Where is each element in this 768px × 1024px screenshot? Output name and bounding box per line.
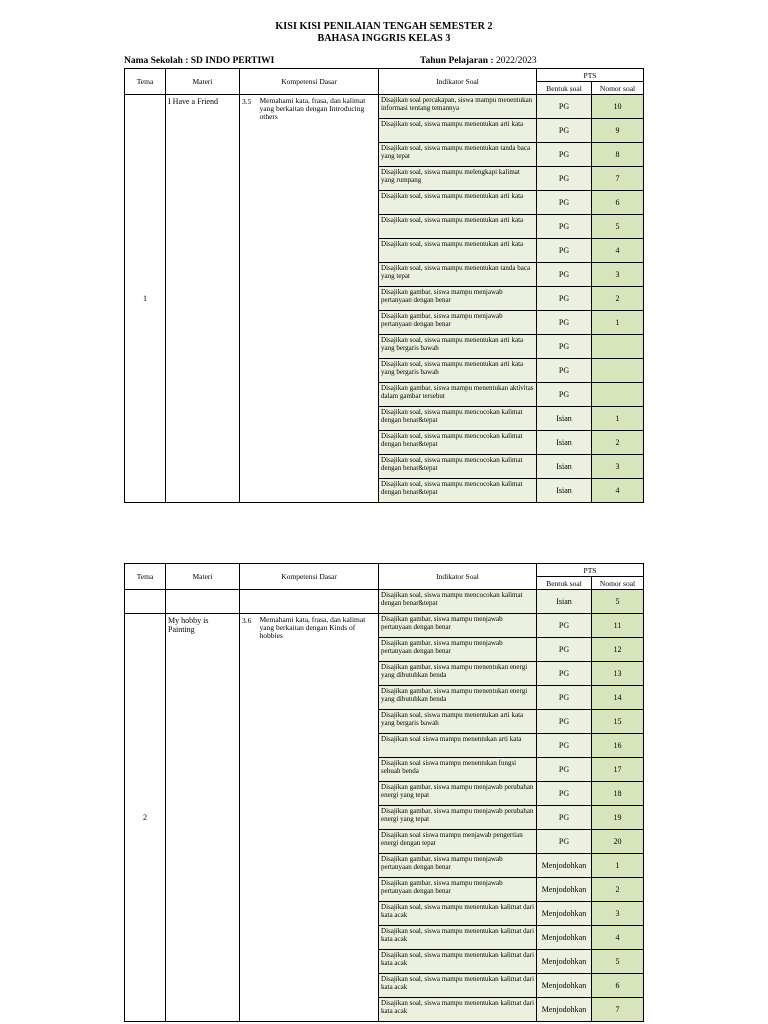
bentuk-cell: PG (537, 614, 592, 638)
kd-text-cell (258, 590, 379, 614)
header-indikator: Indikator Soal (379, 564, 537, 590)
nomor-cell: 8 (592, 143, 644, 167)
nomor-cell: 20 (592, 830, 644, 854)
header-nomor: Nomor soal (592, 82, 644, 95)
indikator-cell: Disajikan gambar, siswa mampu menentukan energi yang dibutuhkan benda (379, 662, 537, 686)
bentuk-cell: Menjodohkan (537, 926, 592, 950)
header-tema: Tema (125, 69, 166, 95)
nomor-cell: 12 (592, 638, 644, 662)
nomor-cell: 5 (592, 590, 644, 614)
indikator-cell: Disajikan soal, siswa mampu menentukan arti kata (379, 119, 537, 143)
nomor-cell: 5 (592, 215, 644, 239)
nomor-cell: 4 (592, 479, 644, 503)
indikator-cell: Disajikan soal, siswa mampu mencocokan kalimat dengan benar&tepat (379, 479, 537, 503)
bentuk-cell: Isian (537, 590, 592, 614)
indikator-cell: Disajikan gambar, siswa mampu menjawab perubahan energi yang tepat (379, 806, 537, 830)
bentuk-cell: PG (537, 782, 592, 806)
materi-cell: My hobby is Painting (166, 614, 240, 1022)
bentuk-cell: Menjodohkan (537, 974, 592, 998)
bentuk-cell: PG (537, 710, 592, 734)
document-subtitle: BAHASA INGGRIS KELAS 3 (317, 33, 451, 44)
bentuk-cell: Isian (537, 479, 592, 503)
indikator-cell: Disajikan soal, siswa mampu menentukan arti kata yang bergaris bawah (379, 335, 537, 359)
indikator-cell: Disajikan gambar, siswa mampu menjawab pertanyaan dengan benar (379, 878, 537, 902)
bentuk-cell: PG (537, 95, 592, 119)
tema-cell: 2 (125, 614, 166, 1022)
bentuk-cell: Menjodohkan (537, 854, 592, 878)
indikator-cell: Disajikan soal, siswa mampu mencocokan kalimat dengan benar&tepat (379, 590, 537, 614)
nomor-cell: 11 (592, 614, 644, 638)
bentuk-cell: Isian (537, 407, 592, 431)
indikator-cell: Disajikan gambar, siswa mampu menjawab pertanyaan dengan benar (379, 311, 537, 335)
header-pts: PTS (537, 69, 644, 82)
indikator-cell: Disajikan gambar, siswa mampu menjawab pertanyaan dengan benar (379, 854, 537, 878)
indikator-cell: Disajikan soal, siswa mampu menentukan kalimat dari kata acak (379, 998, 537, 1022)
bentuk-cell: PG (537, 758, 592, 782)
nomor-cell: 2 (592, 431, 644, 455)
header-pts: PTS (537, 564, 644, 577)
kd-number-cell: 3.6 (240, 614, 258, 1022)
nomor-cell: 4 (592, 239, 644, 263)
nomor-cell: 19 (592, 806, 644, 830)
header-indikator: Indikator Soal (379, 69, 537, 95)
nomor-cell: 3 (592, 263, 644, 287)
nomor-cell: 7 (592, 998, 644, 1022)
nomor-cell: 15 (592, 710, 644, 734)
table-row (125, 614, 644, 638)
nomor-cell: 7 (592, 167, 644, 191)
bentuk-cell: PG (537, 215, 592, 239)
nomor-cell: 4 (592, 926, 644, 950)
table-row (125, 95, 644, 119)
bentuk-cell: PG (537, 167, 592, 191)
header-kompetensi: Kompetensi Dasar (240, 69, 379, 95)
nomor-cell: 1 (592, 854, 644, 878)
indikator-cell: Disajikan soal, siswa mampu menentukan tanda baca yang tepat (379, 263, 537, 287)
indikator-cell: Disajikan gambar, siswa mampu menjawab pertanyaan dengan benar (379, 614, 537, 638)
bentuk-cell: Menjodohkan (537, 950, 592, 974)
academic-year (420, 56, 537, 66)
nomor-cell: 2 (592, 287, 644, 311)
bentuk-cell: Menjodohkan (537, 998, 592, 1022)
nomor-cell: 16 (592, 734, 644, 758)
nomor-cell (592, 359, 644, 383)
nomor-cell: 10 (592, 95, 644, 119)
nomor-cell (592, 335, 644, 359)
nomor-cell: 3 (592, 902, 644, 926)
materi-cell (166, 590, 240, 614)
indikator-cell: Disajikan soal, siswa mampu menentukan arti kata yang bergaris bawah (379, 710, 537, 734)
nomor-cell: 1 (592, 407, 644, 431)
nomor-cell: 5 (592, 950, 644, 974)
header-nomor: Nomor soal (592, 577, 644, 590)
indikator-cell: Disajikan soal, siswa mampu menentukan kalimat dari kata acak (379, 974, 537, 998)
header-kompetensi: Kompetensi Dasar (240, 564, 379, 590)
kd-text-cell: Memahami kata, frasa, dan kalimat yang berkaitan dengan Kinds of hobbies (258, 614, 379, 1022)
bentuk-cell: PG (537, 191, 592, 215)
header-tema: Tema (125, 564, 166, 590)
nomor-cell: 6 (592, 974, 644, 998)
bentuk-cell: PG (537, 119, 592, 143)
kisi-table-2 (124, 563, 644, 1022)
nomor-cell: 13 (592, 662, 644, 686)
kd-number-cell (240, 590, 258, 614)
indikator-cell: Disajikan gambar, siswa mampu menjawab perubahan energi yang tepat (379, 782, 537, 806)
kd-number-cell: 3.5 (240, 95, 258, 503)
bentuk-cell: PG (537, 734, 592, 758)
indikator-cell: Disajikan soal, siswa mampu menentukan arti kata (379, 239, 537, 263)
bentuk-cell: Menjodohkan (537, 878, 592, 902)
academic-year-value: 2022/2023 (495, 56, 537, 66)
indikator-cell: Disajikan soal, siswa mampu menentukan kalimat dari kata acak (379, 902, 537, 926)
bentuk-cell: PG (537, 686, 592, 710)
indikator-cell: Disajikan soal percakapan, siswa mampu menentukan informasi tentang temannya (379, 95, 537, 119)
materi-cell: I Have a Friend (166, 95, 240, 503)
bentuk-cell: PG (537, 239, 592, 263)
bentuk-cell: PG (537, 287, 592, 311)
nomor-cell: 17 (592, 758, 644, 782)
indikator-cell: Disajikan soal, siswa mampu mencocokan kalimat dengan benar&tepat (379, 407, 537, 431)
indikator-cell: Disajikan soal, siswa mampu menentukan kalimat dari kata acak (379, 926, 537, 950)
bentuk-cell: PG (537, 335, 592, 359)
nomor-cell (592, 383, 644, 407)
indikator-cell: Disajikan gambar, siswa mampu menentukan energi yang dibutuhkan benda (379, 686, 537, 710)
bentuk-cell: PG (537, 830, 592, 854)
indikator-cell: Disajikan gambar, siswa mampu menentukan aktivitas dalam gambar tersebut (379, 383, 537, 407)
indikator-cell: Disajikan soal siswa mampu menjawab pengertian energi dengan tepat (379, 830, 537, 854)
indikator-cell: Disajikan soal, siswa mampu menentukan arti kata yang bergaris bawah (379, 359, 537, 383)
tema-cell (125, 590, 166, 614)
header-materi: Materi (166, 69, 240, 95)
bentuk-cell: PG (537, 383, 592, 407)
nomor-cell: 14 (592, 686, 644, 710)
academic-year-label: Tahun Pelajaran : (420, 56, 494, 66)
indikator-cell: Disajikan gambar, siswa mampu menjawab pertanyaan dengan benar (379, 287, 537, 311)
document-title: KISI KISI PENILAIAN TENGAH SEMESTER 2 (275, 21, 493, 32)
kd-text-cell: Memahami kata, frasa, dan kalimat yang berkaitan dengan Introducing others (258, 95, 379, 503)
header-materi: Materi (166, 564, 240, 590)
indikator-cell: Disajikan soal, siswa mampu mencocokan kalimat dengan benar&tepat (379, 431, 537, 455)
tema-cell: 1 (125, 95, 166, 503)
indikator-cell: Disajikan gambar, siswa mampu menjawab pertanyaan dengan benar (379, 638, 537, 662)
nomor-cell: 3 (592, 455, 644, 479)
nomor-cell: 9 (592, 119, 644, 143)
bentuk-cell: PG (537, 806, 592, 830)
nomor-cell: 2 (592, 878, 644, 902)
bentuk-cell: PG (537, 359, 592, 383)
indikator-cell: Disajikan soal siswa mampu menentukan arti kata (379, 734, 537, 758)
nomor-cell: 1 (592, 311, 644, 335)
school-name: Nama Sekolah : SD INDO PERTIWI (124, 56, 275, 66)
indikator-cell: Disajikan soal, siswa mampu menentukan arti kata (379, 191, 537, 215)
header-bentuk: Bentuk soal (537, 577, 592, 590)
indikator-cell: Disajikan soal, siswa mampu menentukan tanda baca yang tepat (379, 143, 537, 167)
table-row (125, 590, 644, 614)
indikator-cell: Disajikan soal, siswa mampu mencocokan kalimat dengan benar&tepat (379, 455, 537, 479)
indikator-cell: Disajikan soal siswa mampu menentukan fungsi sebuah benda (379, 758, 537, 782)
bentuk-cell: Menjodohkan (537, 902, 592, 926)
nomor-cell: 18 (592, 782, 644, 806)
kisi-table-1 (124, 68, 644, 503)
indikator-cell: Disajikan soal, siswa mampu menentukan kalimat dari kata acak (379, 950, 537, 974)
nomor-cell: 6 (592, 191, 644, 215)
indikator-cell: Disajikan soal, siswa mampu menentukan arti kata (379, 215, 537, 239)
bentuk-cell: PG (537, 638, 592, 662)
bentuk-cell: PG (537, 311, 592, 335)
header-bentuk: Bentuk soal (537, 82, 592, 95)
bentuk-cell: PG (537, 662, 592, 686)
bentuk-cell: Isian (537, 455, 592, 479)
bentuk-cell: Isian (537, 431, 592, 455)
bentuk-cell: PG (537, 143, 592, 167)
bentuk-cell: PG (537, 263, 592, 287)
indikator-cell: Disajikan soal, siswa mampu melengkapi kalimat yang rumpang (379, 167, 537, 191)
